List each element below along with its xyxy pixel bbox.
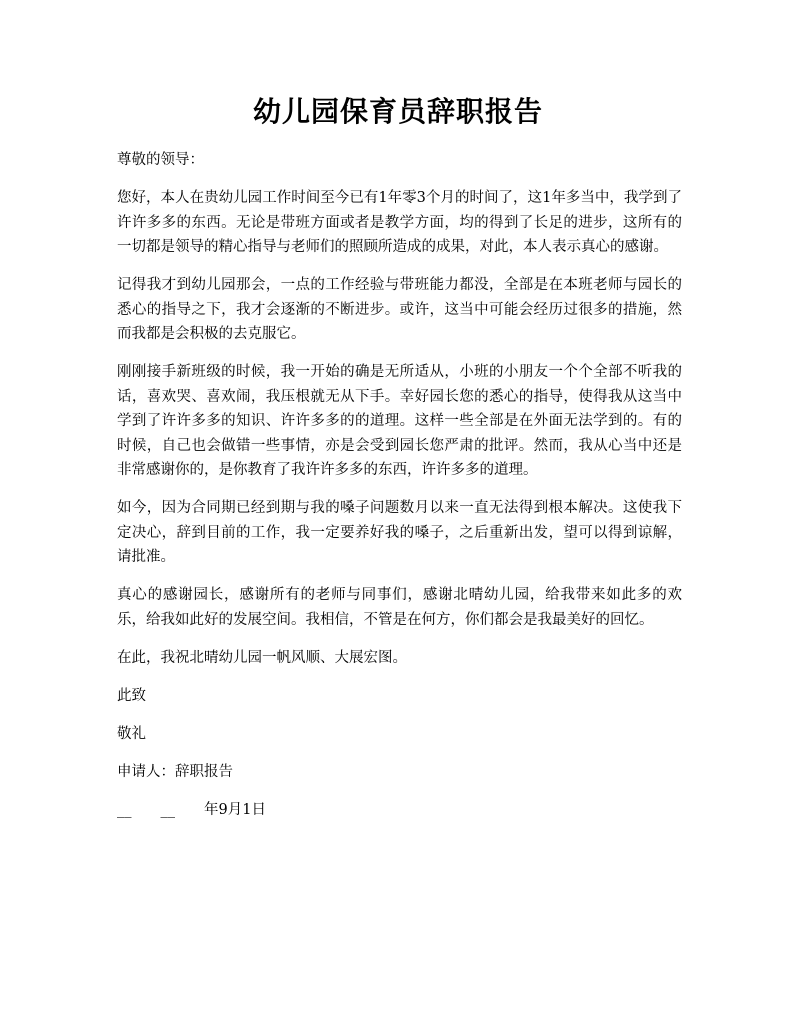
document-title: 幼儿园保育员辞职报告 — [252, 95, 543, 128]
closing-line-2: 敬礼 — [117, 725, 146, 742]
paragraph-5: 真心的感谢园长，感谢所有的老师与同事们，感谢北晴幼儿园，给我带来如此多的欢乐，给我如此好的发展空间。我相信，不管是在何方，你们都会是我最美好的回忆。 — [117, 587, 682, 628]
paragraph-3: 刚刚接手新班级的时候，我一开始的确是无所适从，小班的小朋友一个个全部不听我的话，喜欢哭、喜欢闹，我压根就无从下手。幸好园长您的悉心的指导，使得我从这当中学到了许许多多的知识、许许多多的的道理。这样一些全部是在外面无法学到的。有的时候，自己也会做错一些事情，亦是会受到园长您严肃的批评。然而，我从心当中还是非常感谢你的，是你教育了我许许多多的东西，许许多多的道理。 — [117, 364, 682, 478]
date-line: __ __ 年9月1日 — [117, 801, 266, 818]
paragraph-2: 记得我才到幼儿园那会，一点的工作经验与带班能力都没，全部是在本班老师与园长的悉心的指导之下，我才会逐渐的不断进步。或许，这当中可能会经历过很多的措施，然而我都是会积极的去克服它。 — [117, 277, 682, 342]
closing-line-1: 此致 — [117, 687, 146, 704]
applicant-line: 申请人：辞职报告 — [117, 763, 233, 780]
salutation: 尊敬的领导： — [117, 152, 204, 168]
document-body — [117, 148, 682, 836]
paragraph-1: 您好，本人在贵幼儿园工作时间至今已有1年零3个月的时间了，这1年多当中，我学到了许许多多的东西。无论是带班方面或者是教学方面，均的得到了长足的进步，这所有的一切都是领导的精心指导与老师们的照顾所造成的成果，对此，本人表示真心的感谢。 — [117, 190, 682, 255]
paragraph-4: 如今，因为合同期已经到期与我的嗓子问题数月以来一直无法得到根本解决。这使我下定决心，辞到目前的工作，我一定要养好我的嗓子，之后重新出发，望可以得到谅解，请批准。 — [117, 500, 682, 565]
paragraph-6: 在此，我祝北晴幼儿园一帆风顺、大展宏图。 — [117, 649, 407, 666]
